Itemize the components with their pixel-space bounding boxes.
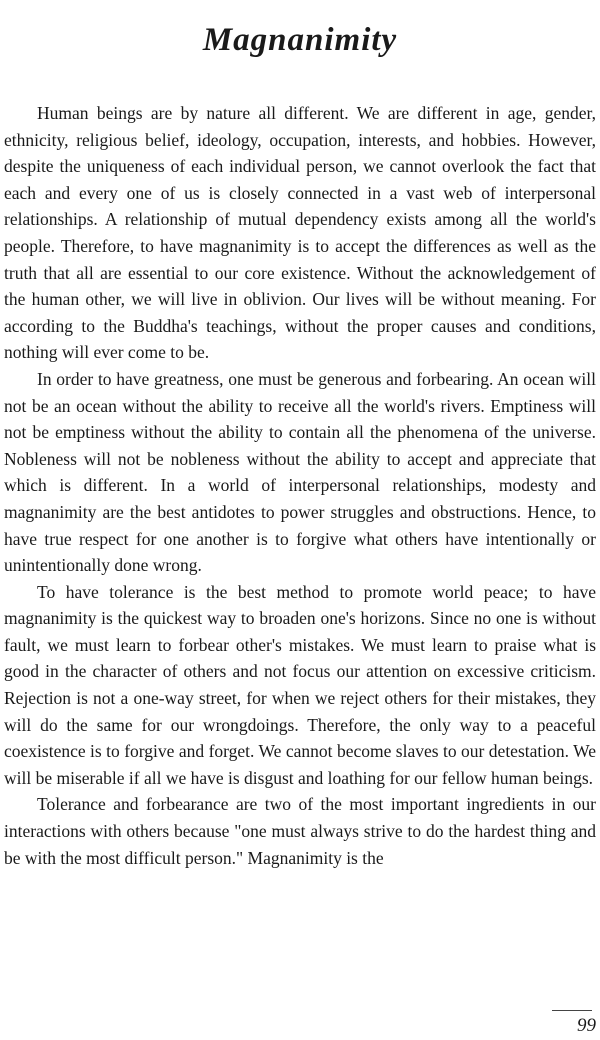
- paragraph-1: Human beings are by nature all different. We are different in age, gender, ethnicity, religious belief, ideology, occupation, interests, and hobbies. However, despite the uniqueness of each individual person, we cannot overlook the fact that each and every one of us is closely connected in a vast web of interpersonal relationships. A relationship of mutual dependency exists among all the world's people. Therefore, to have magnanimity is to accept the differences as well as the truth that all are essential to our core existence. Without the acknowledgement of the human other, we will live in oblivion. Our lives will be without meaning. For according to the Buddha's teachings, without the proper causes and conditions, nothing will ever come to be.: [4, 103, 596, 363]
- paragraph-4: Tolerance and forbearance are two of the most important ingredients in our interactions with others because "one must always strive to do the hardest thing and be with the most difficult person." Magnanimity is the: [4, 794, 596, 868]
- footer-rule: [552, 1010, 592, 1011]
- paragraph-2: In order to have greatness, one must be generous and forbearing. An ocean will not be an ocean without the ability to receive all the world's rivers. Emptiness will not be emptiness without the ability to contain all the phenomena of the universe. Nobleness will not be nobleness without the ability to accept and appreciate that which is different. In a world of interpersonal relationships, modesty and magnanimity are the best antidotes to power struggles and obstructions. Hence, to have true respect for one another is to forgive what others have intentionally or unintentionally done wrong.: [4, 368, 596, 576]
- paragraph-3: To have tolerance is the best method to promote world peace; to have magnanimity is the quickest way to broaden one's horizons. Since no one is without fault, we must learn to forbear other's mistakes. We must learn to praise what is good in the character of others and not focus our attention on excessive criticism. Rejection is not a one-way street, for when we reject others for their mistakes, they will do the same for our wrongdoings. Therefore, the only way to a peaceful coexistence is to forgive and forget. We cannot become slaves to our detestation. We will be miserable if all we have is disgust and loathing for our fellow human beings.: [4, 581, 596, 788]
- body-text: [4, 100, 596, 871]
- chapter-title: Magnanimity: [202, 22, 398, 59]
- page-number: 99: [577, 1015, 596, 1036]
